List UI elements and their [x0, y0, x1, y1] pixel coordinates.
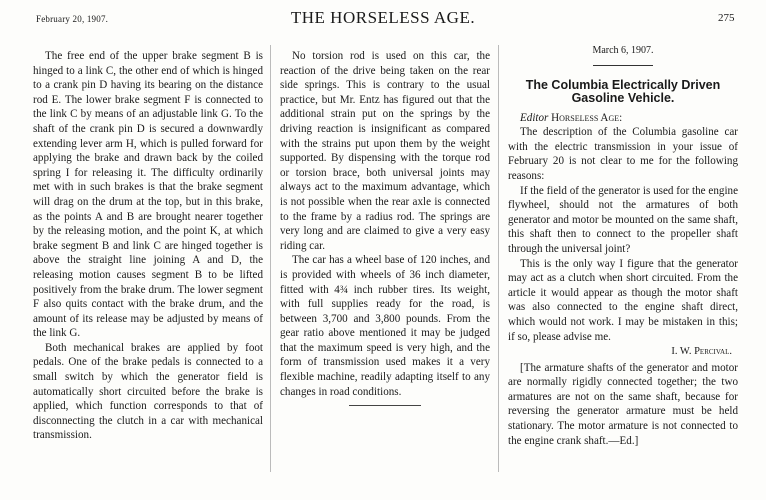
editor-reply: [The armature shafts of the generator and motor are normally rigidly connected together; the two armatures are not on the same shaft, because for reversing the generator armature must be held stationary. The motor armature is not connected to the engine crank shaft.—Ed.]	[508, 361, 738, 447]
paragraph: The car has a wheel base of 120 inches, and is provided with wheels of 36 inch diameter, fitted with 4¾ inch rubber tires. Its weight, with full supplies ready for the road, is between 3,700 and 3,800 pounds. From the gear ratio above mentioned it may be judged that the maximum speed is very high, and the form of transmission used makes it a very flexible machine, readily adapting itself to any changes in road conditions.	[280, 254, 490, 398]
letter-date: March 6, 1907.	[592, 45, 654, 56]
paragraph: Both mechanical brakes are applied by foot pedals. One of the brake pedals is connected to a small switch by which the generator field is automatically short circuited before the brake is applied, which function corresponds to that of disconnecting the clutch in a car with mechanical transmission.	[33, 341, 263, 442]
page-number: 275	[718, 12, 735, 24]
signature: I. W. Percival.	[671, 346, 732, 358]
paragraph: This is the only way I figure that the generator may act as a clutch when short circuited. From the article it would appear as though the motor shaft was also connected to the engine shaft direct, which would not work. I may be mistaken in this; if so, please advise me.	[508, 257, 738, 343]
editor-label: Editor	[520, 111, 549, 124]
paragraph: If the field of the generator is used for the engine flywheel, should not the armatures of both generator and motor be mounted on the same shaft, this shaft then to connect to the propeller shaft through the universal joint?	[508, 184, 738, 255]
article-end-rule	[349, 405, 421, 406]
column-2	[280, 49, 490, 406]
editor-name: Horseless Age:	[551, 111, 623, 124]
column-divider	[498, 45, 499, 472]
paragraph: No torsion rod is used on this car, the reaction of the drive being taken on the rear side springs. This is contrary to the usual practice, but Mr. Entz has figured out that the additional strain put on the springs by the driving reaction is insignificant as compared with the strains put upon them by the weight supported. By dispensing with the torque rod or torsion brace, both universal joints may always act to the maximum advantage, which is not possible when the rear axle is connected to the frame by a radius rod. The springs are very long and are claimed to give a very easy riding car.	[280, 50, 490, 252]
header-date: February 20, 1907.	[36, 14, 109, 24]
paragraph: The free end of the upper brake segment B is hinged to a link C, the other end of which is hinged to a crank pin D having its bearing on the distance rod E. The lower brake segment F is connected to the link C by means of an adjustable link G. To the shaft of the crank pin D is secured a downwardly extending lever arm H, which is pulled forward for applying the brake and drawn back by the coiled spring I for releasing it. The difficulty ordinarily met with in such brakes is that the brake segment will drag on the drum at the top, but in this brake, as the points A and B are brought nearer together by the releasing motion, and the point K, at which brake segment B and link C are hinged together is above the straight line joining A and D, the releasing motion causes segment B to be lifted positively from the brake drum. The lower segment F also quits contact with the brake drum, and the amount of its release may be adjusted by means of the link G.	[33, 50, 263, 340]
section-rule	[593, 65, 653, 66]
paragraph: The description of the Columbia gasoline car with the electric transmission in your issue of February 20 is not clear to me for the following reasons:	[508, 126, 738, 182]
article-title: The Columbia Electrically Driven Gasoline Vehicle.	[525, 77, 721, 106]
editor-salutation	[508, 111, 738, 126]
column-3-letter	[508, 44, 738, 448]
header-title: THE HORSELESS AGE.	[290, 8, 476, 27]
column-divider	[270, 45, 271, 472]
column-1	[33, 49, 263, 443]
